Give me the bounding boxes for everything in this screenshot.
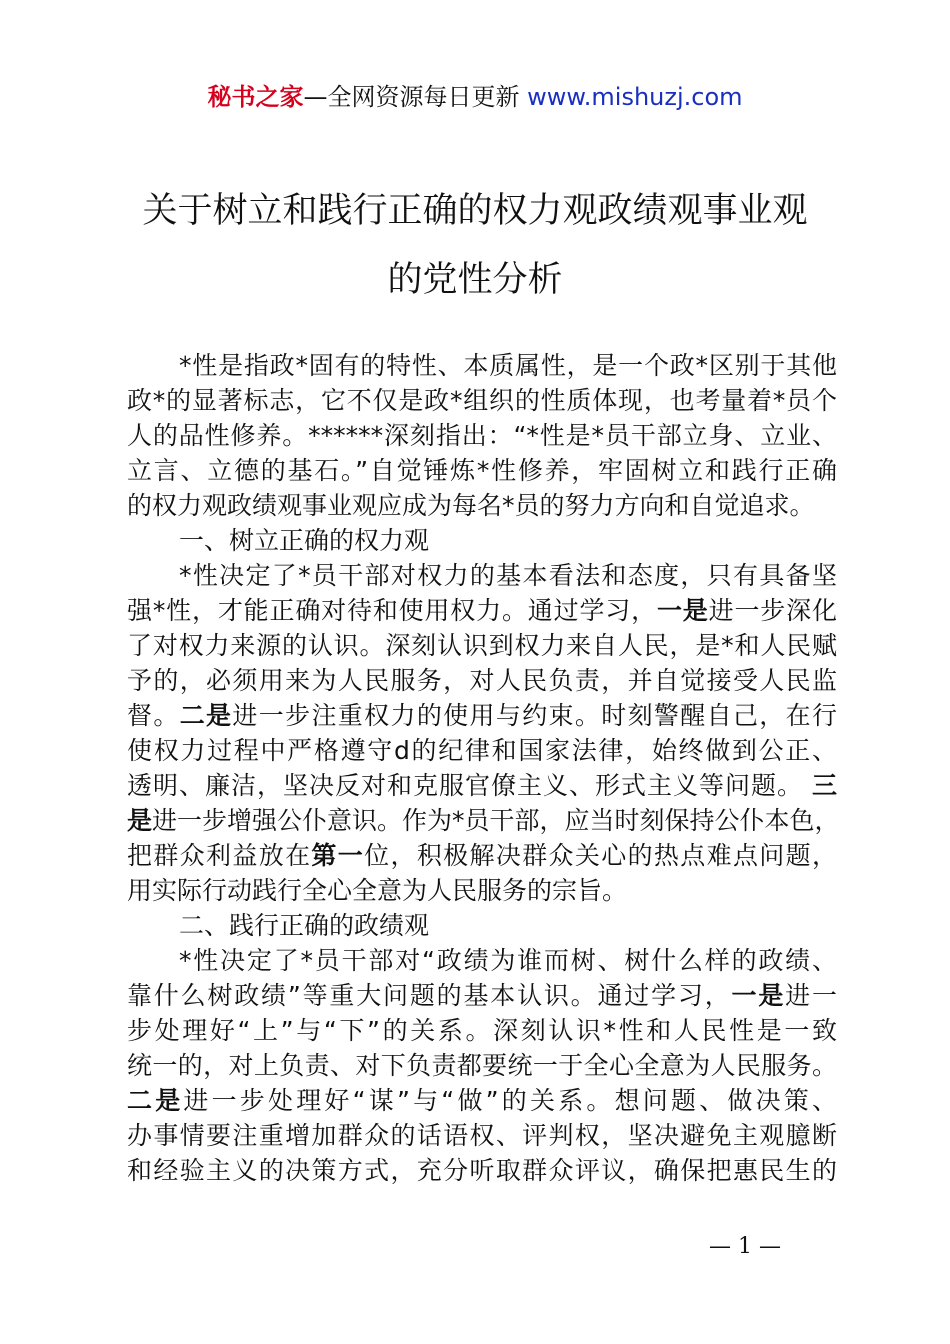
document-title-line-2: 的党性分析 — [387, 260, 563, 300]
emphasis-marker: 二是 — [179, 701, 233, 730]
paragraph-line: 强*性，才能正确对待和使用权力。通过学习，一是进一步深化 — [127, 596, 837, 625]
paragraph-line: 人的品性修养。******深刻指出：“*性是*员干部立身、立业、 — [127, 421, 837, 450]
section-heading: 二、践行正确的政绩观 — [179, 911, 430, 940]
paragraph-line: *性是指政*固有的特性、本质属性，是一个政*区别于其他 — [179, 351, 837, 380]
paragraph-line: 把群众利益放在第一位，积极解决群众关心的热点难点问题， — [127, 841, 837, 870]
paragraph-line: 和经验主义的决策方式，充分听取群众评议，确保把惠民生的 — [127, 1156, 837, 1185]
paragraph-line: *性决定了*员干部对权力的基本看法和态度，只有具备坚 — [179, 561, 837, 590]
paragraph-line: 步处理好“上”与“下”的关系。深刻认识*性和人民性是一致 — [127, 1016, 837, 1045]
site-header — [0, 80, 950, 114]
paragraph-line: 二是进一步处理好“谋”与“做”的关系。想问题、做决策、 — [127, 1086, 837, 1115]
site-url-link[interactable]: www.mishuzj.com — [527, 83, 743, 111]
page-number: — 1 — — [709, 1234, 781, 1259]
emphasis-marker: 是 — [127, 806, 153, 835]
emphasis-marker: 第一 — [311, 841, 365, 870]
paragraph-line: 的权力观政绩观事业观应成为每名*员的努力方向和自觉追求。 — [127, 491, 815, 520]
section-heading: 一、树立正确的权力观 — [179, 526, 430, 555]
site-brand: 秘书之家 — [207, 83, 304, 111]
site-slogan: —全网资源每日更新 — [303, 83, 520, 111]
paragraph-line: 予的，必须用来为人民服务，对人民负责，并自觉接受人民监 — [127, 666, 837, 695]
paragraph-line: 办事情要注重增加群众的话语权、评判权，坚决避免主观臆断 — [127, 1121, 837, 1150]
emphasis-marker: 一是 — [731, 981, 786, 1010]
paragraph-line: 统一的，对上负责、对下负责都要统一于全心全意为人民服务。 — [127, 1051, 837, 1080]
paragraph-line: *性决定了*员干部对“政绩为谁而树、树什么样的政绩、 — [179, 946, 837, 975]
paragraph-line: 是进一步增强公仆意识。作为*员干部，应当时刻保持公仆本色， — [127, 806, 840, 835]
paragraph-line: 用实际行动践行全心全意为人民服务的宗旨。 — [127, 876, 628, 905]
document-title-line-1: 关于树立和践行正确的权力观政绩观事业观 — [142, 191, 808, 231]
emphasis-marker: 一是 — [656, 596, 709, 625]
paragraph-line: 靠什么树政绩”等重大问题的基本认识。通过学习，一是进一 — [127, 981, 837, 1010]
paragraph-line: 立言、立德的基石。”自觉锤炼*性修养，牢固树立和践行正确 — [127, 456, 837, 485]
paragraph-line: 督。二是进一步注重权力的使用与约束。时刻警醒自己，在行 — [127, 701, 837, 730]
paragraph-line: 使权力过程中严格遵守d的纪律和国家法律，始终做到公正、 — [127, 736, 837, 765]
paragraph-line: 透明、廉洁，坚决反对和克服官僚主义、形式主义等问题。 三 — [127, 771, 837, 800]
paragraph-line: 政*的显著标志，它不仅是政*组织的性质体现，也考量着*员个 — [127, 386, 837, 415]
paragraph-line: 了对权力来源的认识。深刻认识到权力来自人民，是*和人民赋 — [127, 631, 837, 660]
emphasis-marker: 二是 — [127, 1086, 184, 1115]
emphasis-marker: 三 — [811, 771, 837, 800]
